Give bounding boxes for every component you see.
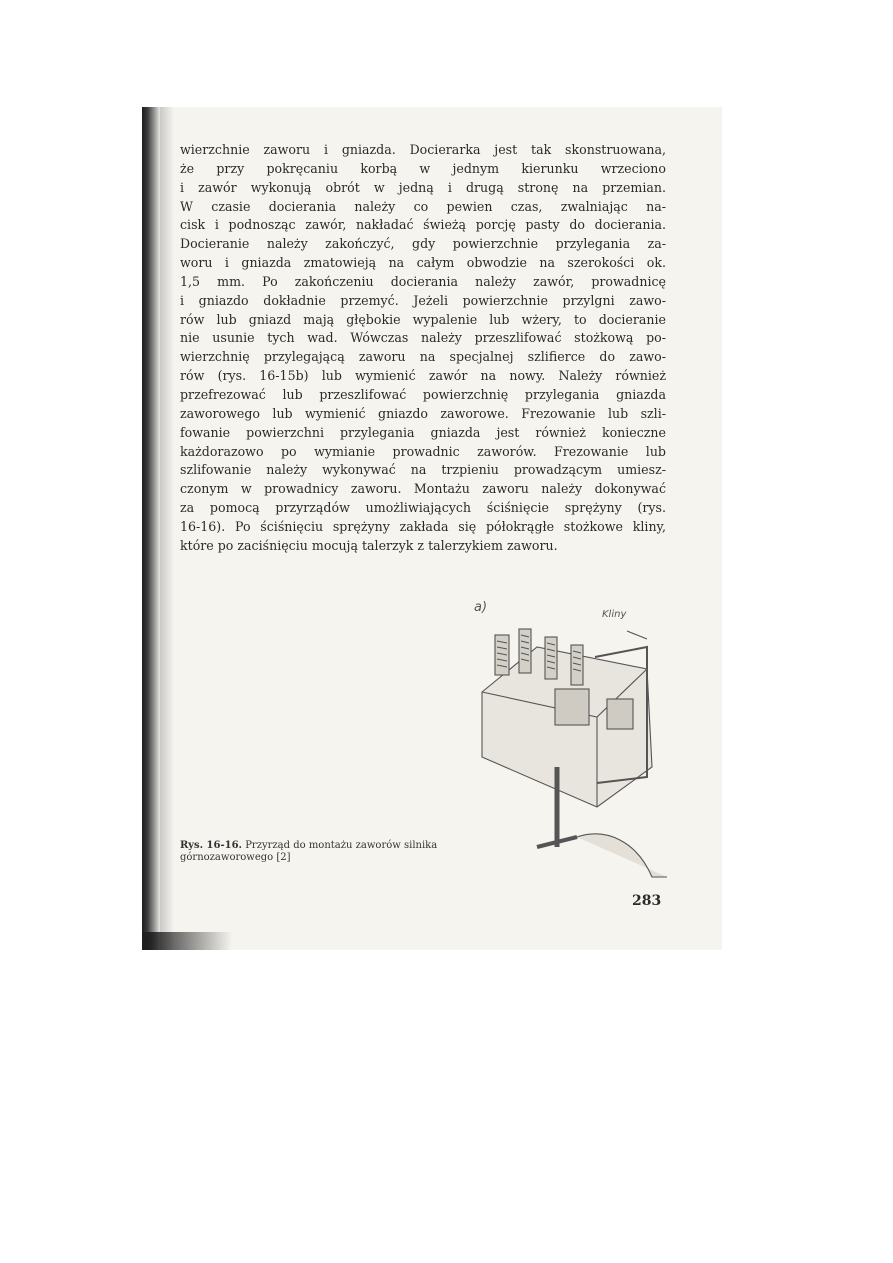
caption-line-1: Przyrząd do montażu zaworów silnika xyxy=(245,840,438,851)
text-line: fowanie powierzchni przylegania gniazda jest również konieczne xyxy=(180,424,666,440)
valve-spring xyxy=(545,637,557,679)
text-line: cisk i podnosząc zawór, nakładać świeżą porcję pasty do docierania. xyxy=(180,217,666,233)
head-port xyxy=(555,689,589,725)
text-line: każdorazowo po wymianie prowadnic zaworów. Frezowanie lub xyxy=(180,443,666,459)
caption-line-2: górnozaworowego [2] xyxy=(180,852,291,863)
caption-prefix: Rys. 16-16. xyxy=(180,840,243,851)
body-text xyxy=(180,141,666,556)
callout-line xyxy=(627,631,647,639)
hand xyxy=(577,834,667,877)
valve-spring xyxy=(571,645,583,685)
text-line: 16-16). Po ściśnięciu sprężyny zakłada się półokrągłe stożkowe kliny, xyxy=(180,518,666,534)
text-line: które po zaciśnięciu mocują talerzyk z talerzykiem zaworu. xyxy=(180,537,558,553)
text-line: W czasie docierania należy co pewien czas, zwalniając na- xyxy=(180,198,666,214)
text-line: szlifowanie należy wykonywać na trzpieniu prowadzącym umiesz- xyxy=(180,462,666,478)
text-line: czonym w prowadnicy zaworu. Montażu zaworu należy dokonywać xyxy=(180,481,666,497)
text-line: woru i gniazda zmatowieją na całym obwodzie na szerokości ok. xyxy=(180,255,666,271)
figure-part-label: a) xyxy=(474,600,488,615)
valve-spring-compressor-illustration xyxy=(477,607,667,882)
text-line: zaworowego lub wymienić gniazdo zaworowe. Frezowanie lub szli- xyxy=(180,405,666,421)
figure-caption xyxy=(180,840,480,864)
text-line: wierzchnię przylegającą zaworu na specjalnej szlifierce do zawo- xyxy=(180,349,666,365)
text-line: i zawór wykonują obrót w jedną i drugą stronę na przemian. xyxy=(180,179,666,195)
text-line: rów lub gniazd mają głębokie wypalenie lub wżery, to docieranie xyxy=(180,311,666,327)
text-line: za pomocą przyrządów umożliwiających ściśnięcie sprężyny (rys. xyxy=(180,500,666,516)
text-line: Docieranie należy zakończyć, gdy powierzchnie przylegania za- xyxy=(180,236,666,252)
text-line: i gniazdo dokładnie przemyć. Jeżeli powierzchnie przylgni zawo- xyxy=(180,292,666,308)
text-line: że przy pokręcaniu korbą w jednym kierunku wrzeciono xyxy=(180,160,666,176)
text-line: nie usunie tych wad. Wówczas należy przeszlifować stożkową po- xyxy=(180,330,666,346)
gutter-shade xyxy=(160,107,174,950)
book-spine-shadow xyxy=(142,107,160,950)
scan-edge-shadow xyxy=(142,932,232,950)
head-port xyxy=(607,699,633,729)
scanned-page xyxy=(142,107,722,950)
text-line: wierzchnie zaworu i gniazda. Docierarka jest tak skonstruowana, xyxy=(180,142,666,157)
text-line: przefrezować lub przeszlifować powierzchnię przylegania gniazda xyxy=(180,386,666,402)
text-line: rów (rys. 16-15b) lub wymienić zawór na nowy. Należy również xyxy=(180,368,666,384)
text-line: 1,5 mm. Po zakończeniu docierania należy zawór, prowadnicę xyxy=(180,273,666,289)
kliny-callout-label: Kliny xyxy=(602,609,627,620)
page-number: 283 xyxy=(632,893,662,909)
